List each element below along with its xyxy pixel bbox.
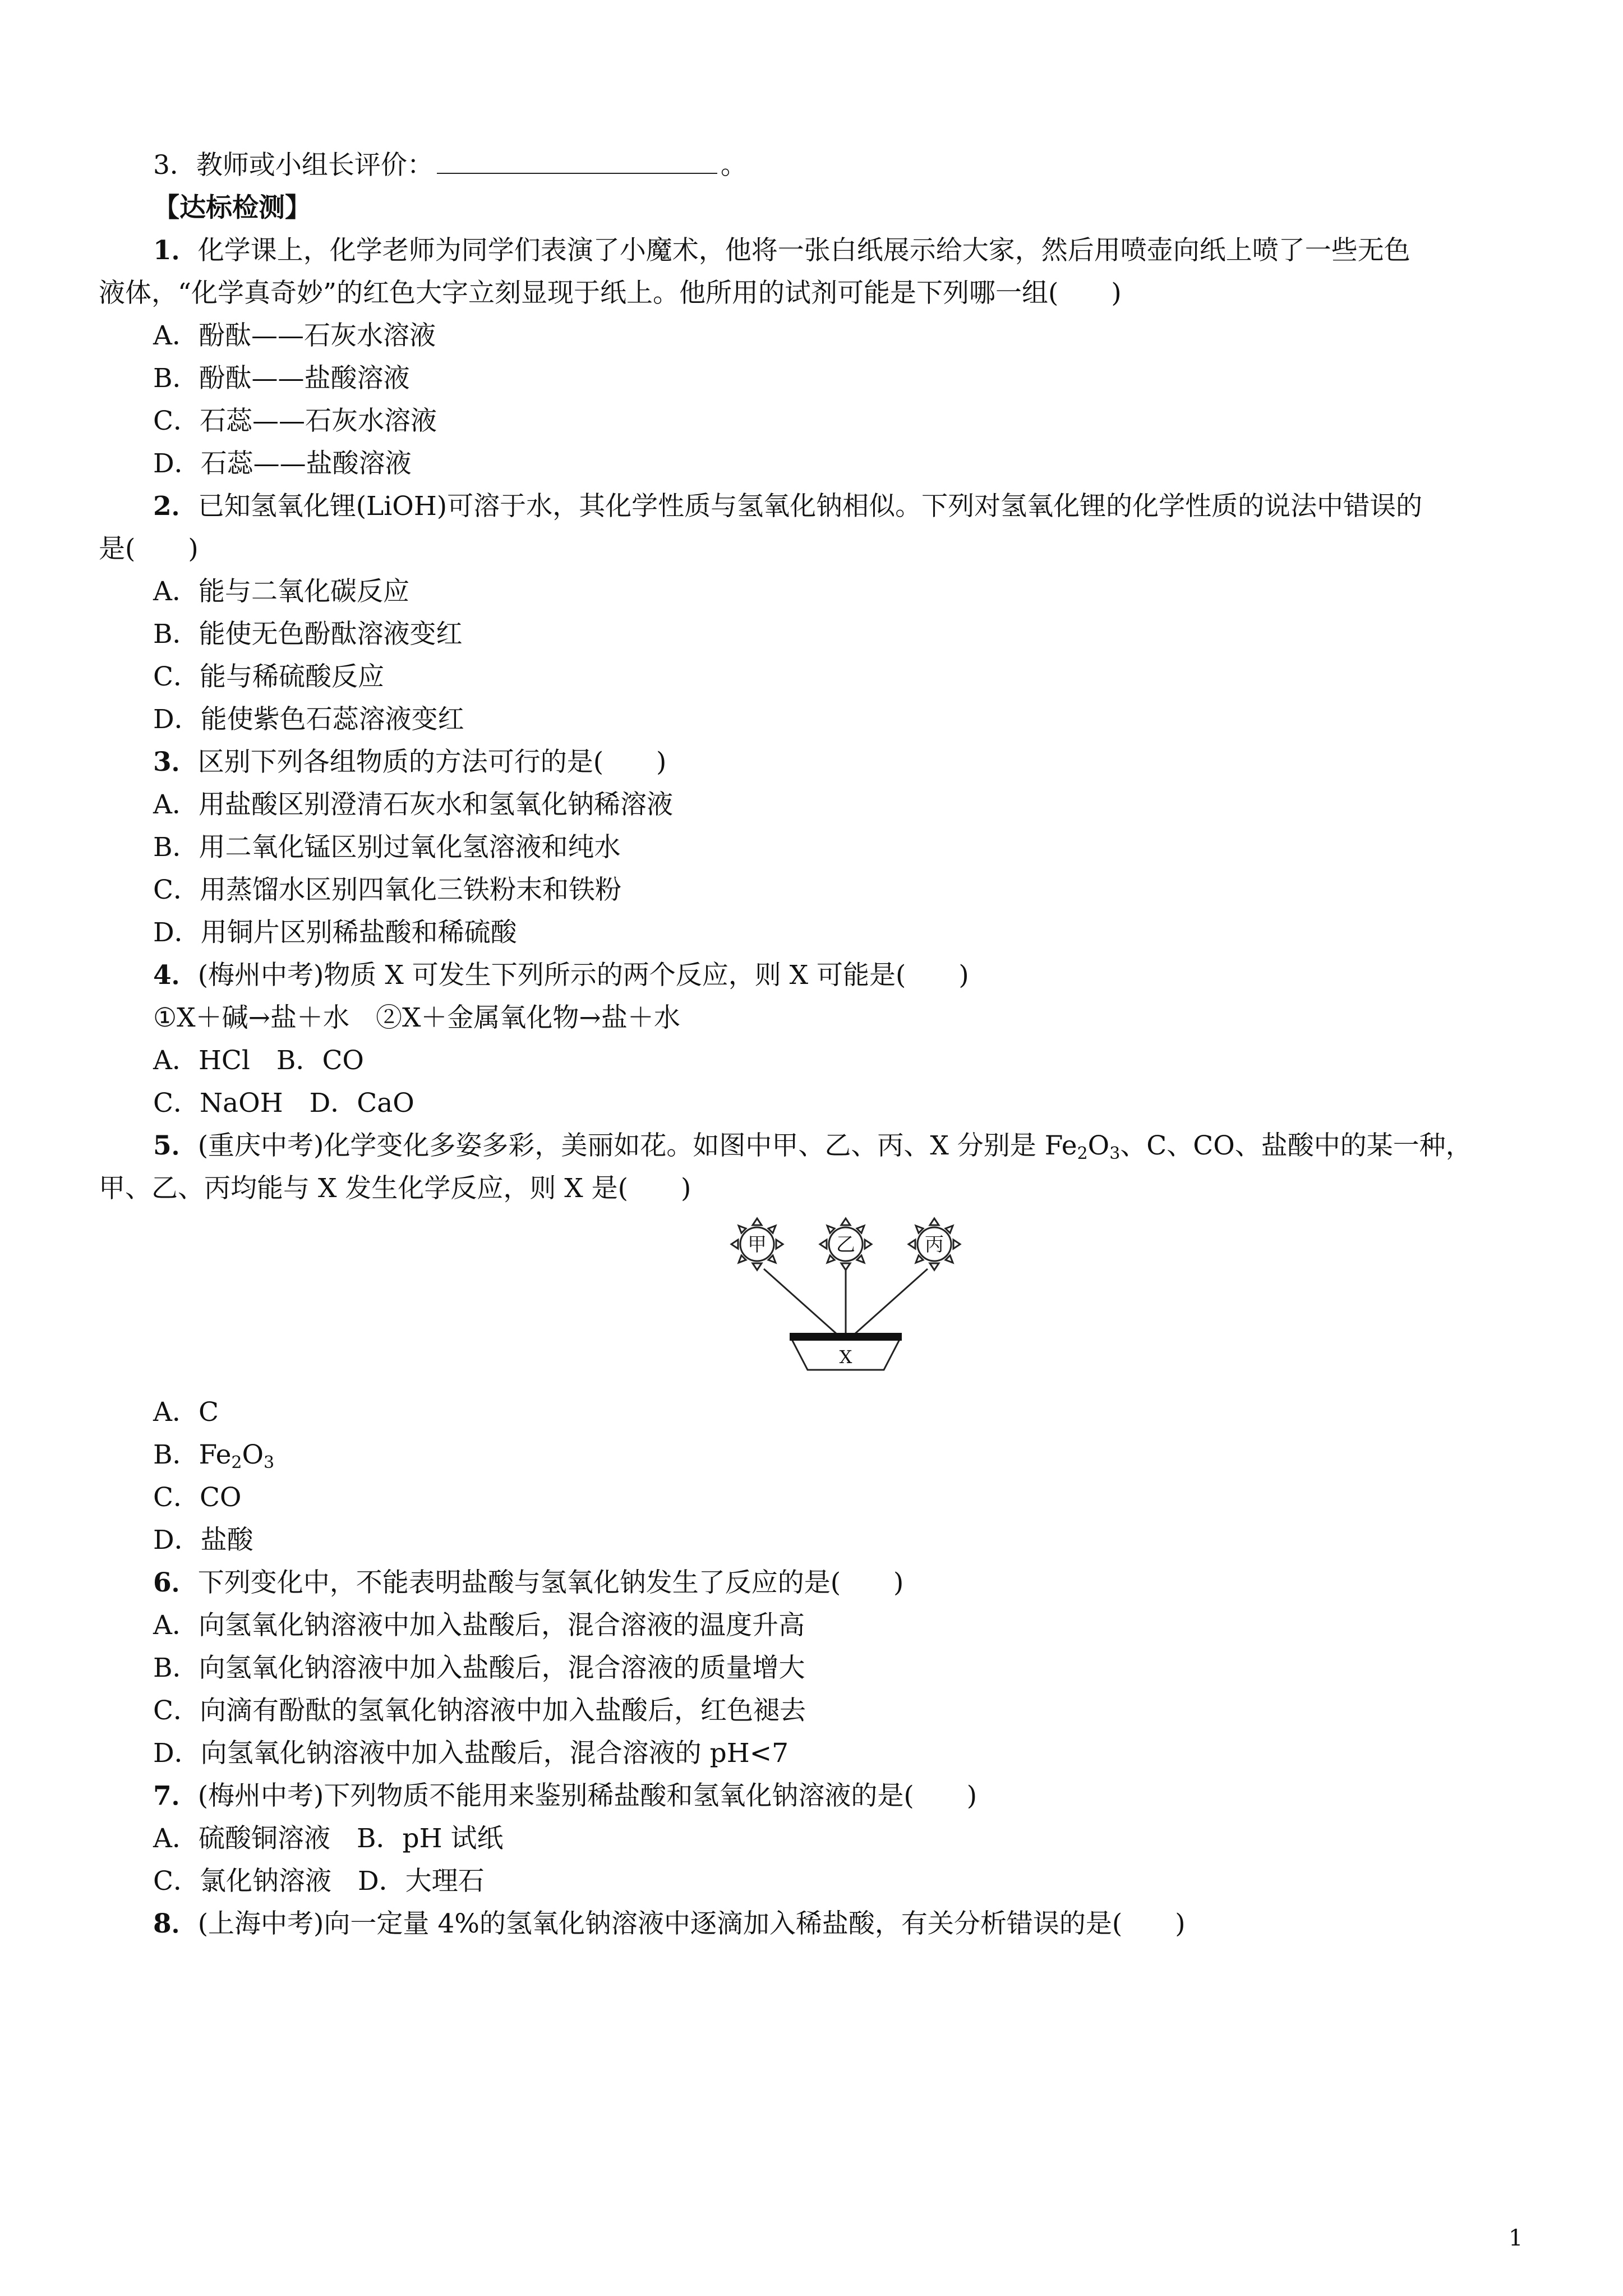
q2-option-c[interactable]: C．能与稀硫酸反应 bbox=[153, 661, 384, 692]
q5-option-b[interactable]: B．$Fe_2O_3$ bbox=[153, 1439, 275, 1473]
q6-option-b[interactable]: B．向氢氧化钠溶液中加入盐酸后，混合溶液的质量增大 bbox=[153, 1653, 805, 1683]
question-2-cont: 是( ) bbox=[99, 533, 199, 564]
q2-option-d[interactable]: D．能使紫色石蕊溶液变红 bbox=[153, 704, 464, 735]
page-number: 1 bbox=[1509, 2225, 1523, 2251]
question-1: 1．化学课上，化学老师为同学们表演了小魔术，他将一张白纸展示给大家，然后用喷壶向纸上喷了一些无色 bbox=[153, 235, 1410, 266]
q2-option-b[interactable]: B．能使无色酚酞溶液变红 bbox=[153, 619, 463, 650]
q2-option-a[interactable]: A．能与二氧化碳反应 bbox=[153, 576, 409, 607]
q3-option-d[interactable]: D．用铜片区别稀盐酸和稀硫酸 bbox=[153, 917, 517, 948]
question-6: 6．下列变化中，不能表明盐酸与氢氧化钠发生了反应的是( ) bbox=[153, 1567, 904, 1598]
q5-option-c[interactable]: C．CO bbox=[153, 1482, 242, 1513]
q5-option-d[interactable]: D．盐酸 bbox=[153, 1525, 253, 1556]
q4-reactions: ①X＋碱→盐＋水 ②X＋金属氧化物→盐＋水 bbox=[153, 1002, 680, 1033]
pot-label-x: X bbox=[839, 1346, 852, 1368]
q1-option-c[interactable]: C．石蕊——石灰水溶液 bbox=[153, 406, 437, 436]
question-8: 8．(上海中考)向一定量 4%的氢氧化钠溶液中逐滴加入稀盐酸，有关分析错误的是( ) bbox=[153, 1908, 1186, 1939]
question-5-cont: 甲、乙、丙均能与 X 发生化学反应，则 X 是( ) bbox=[99, 1173, 691, 1204]
question-7: 7．(梅州中考)下列物质不能用来鉴别稀盐酸和氢氧化钠溶液的是( ) bbox=[153, 1780, 978, 1811]
q4-options-cd[interactable]: C．NaOH D．CaO bbox=[153, 1088, 414, 1119]
q1-option-d[interactable]: D．石蕊——盐酸溶液 bbox=[153, 448, 412, 479]
question-2: 2．已知氢氧化锂(LiOH)可溶于水，其化学性质与氢氧化钠相似。下列对氢氧化锂的化学性质的说法中错误的 bbox=[153, 491, 1423, 522]
q3-option-b[interactable]: B．用二氧化锰区别过氧化氢溶液和纯水 bbox=[153, 832, 621, 863]
q7-options-cd[interactable]: C．氯化钠溶液 D．大理石 bbox=[153, 1866, 485, 1897]
stem-left bbox=[764, 1269, 837, 1334]
q6-option-a[interactable]: A．向氢氧化钠溶液中加入盐酸后，混合溶液的温度升高 bbox=[153, 1610, 805, 1641]
flower-label-yi: 乙 bbox=[836, 1234, 855, 1256]
q6-option-d[interactable]: D．向氢氧化钠溶液中加入盐酸后，混合溶液的 pH<7 bbox=[153, 1738, 789, 1769]
question-3: 3．区别下列各组物质的方法可行的是( ) bbox=[153, 747, 667, 777]
answer-blank[interactable] bbox=[437, 147, 717, 174]
q1-option-b[interactable]: B．酚酞——盐酸溶液 bbox=[153, 363, 410, 394]
q4-options-ab[interactable]: A．HCl B．CO bbox=[153, 1045, 364, 1076]
pot-soil bbox=[790, 1333, 902, 1341]
flower-label-bing: 丙 bbox=[925, 1234, 944, 1256]
stem-right bbox=[855, 1269, 928, 1334]
q3-option-c[interactable]: C．用蒸馏水区别四氧化三铁粉末和铁粉 bbox=[153, 875, 621, 905]
question-4: 4．(梅州中考)物质 X 可发生下列所示的两个反应，则 X 可能是( ) bbox=[153, 960, 969, 991]
q3-option-a[interactable]: A．用盐酸区别澄清石灰水和氢氧化钠稀溶液 bbox=[153, 789, 673, 820]
q7-options-ab[interactable]: A．硫酸铜溶液 B．pH 试纸 bbox=[153, 1823, 504, 1854]
q5-option-a[interactable]: A．C bbox=[153, 1397, 219, 1428]
question-1-cont: 液体，“化学真奇妙”的红色大字立刻显现于纸上。他所用的试剂可能是下列哪一组( ) bbox=[99, 278, 1122, 309]
q1-option-a[interactable]: A．酚酞——石灰水溶液 bbox=[153, 320, 436, 351]
section-title: 【达标检测】 bbox=[153, 192, 311, 223]
evaluation-line: 3．教师或小组长评价： 。 bbox=[0, 144, 1623, 187]
flower-pot-diagram bbox=[718, 1206, 987, 1380]
question-5: 5．(重庆中考)化学变化多姿多彩，美丽如花。如图中甲、乙、丙、X 分别是 $Fe_2O_3$、C、CO、盐酸中的某一种， bbox=[153, 1130, 1472, 1163]
q6-option-c[interactable]: C．向滴有酚酞的氢氧化钠溶液中加入盐酸后，红色褪去 bbox=[153, 1695, 806, 1726]
flower-label-jia: 甲 bbox=[748, 1234, 767, 1256]
